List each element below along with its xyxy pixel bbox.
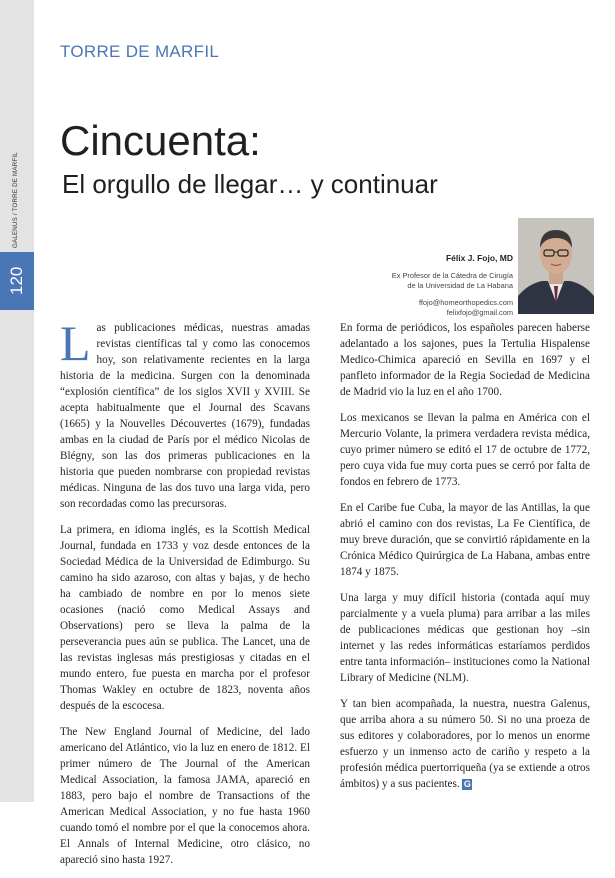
paragraph-7: Una larga y muy difícil historia (contada aquí muy parcialmente y a vuela pluma) para arribar a las miles de publicaciones médicas que gestionan hoy –sin internet y las redes informáticas estaríamos perdidos entre tanta información– instituciones como la National Library of Medicine (NLM). xyxy=(340,592,590,684)
article-subtitle: El orgullo de llegar… y continuar xyxy=(62,169,438,199)
paragraph-8: Y tan bien acompañada, la nuestra, nuestra Galenus, que arriba ahora a su número 50. Si no una proeza de sus editores y colaboradores, por lo menos un enorme esfuerzo y un inmenso acto de cariño y respeto a la profesión médica puertorriqueña (ya se extiende a otros ámbitos) y a sus pacientes. G xyxy=(340,698,590,790)
paragraph-6: En el Caribe fue Cuba, la mayor de las Antillas, la que abrió el camino con dos revistas, La Fe Científica, de muy breve duración, que se convirtió rápidamente en la Crónica Médico Quirúrgica de La Habana, ambas entre 1874 y 1875. xyxy=(340,502,590,578)
author-email-1[interactable]: ffojo@homeorthopedics.com xyxy=(418,298,513,307)
section-label: TORRE DE MARFIL xyxy=(60,42,220,61)
page-number: 120 xyxy=(7,266,26,296)
author-block xyxy=(392,253,513,318)
author-photo xyxy=(518,218,594,314)
end-mark-icon: G xyxy=(463,778,471,789)
author-affiliation xyxy=(392,271,513,291)
paragraph-1: Las publicaciones médicas, nuestras amadas revistas científicas tal y como las conocemos hoy, son relativamente recientes en la larga historia de la medicina. Surgen con la denominada “explosión científica” de los siglos XVII y XVIII. Se acepta habitualmente que el Journal des Scavans (1665) y la Nouvelles Découvertes (1679), fundadas ambas en la ciudad de París por el médico Nicolas de Blégny, son las dos primeras publicaciones en la historia que pueden nombrarse con propiedad revistas médicas. Ninguna de las dos tuvo una larga vida, pero son recordadas como las precursoras. xyxy=(60,315,310,510)
text-column-right xyxy=(340,320,590,802)
paragraph-4: En forma de periódicos, los españoles parecen haberse adelantado a los sajones, pues la Tertulia Hispalense Medico-Chimica apareció en Sevilla en 1697 y el panfleto informador de la Regia Sociedad de Medicina de Madrid vio la luz en el año 1700. xyxy=(340,322,590,398)
drop-cap: L xyxy=(60,315,91,371)
author-emails xyxy=(392,298,513,318)
author-portrait-icon xyxy=(518,218,594,314)
article-title: Cincuenta: xyxy=(60,117,261,164)
author-affiliation-line-1: Ex Profesor de la Cátedra de Cirugía xyxy=(391,271,513,280)
author-affiliation-line-2: de la Universidad de La Habana xyxy=(407,281,513,290)
left-margin-band xyxy=(0,0,34,802)
text-column-left xyxy=(60,315,310,878)
paragraph-2: La primera, en idioma inglés, es la Scottish Medical Journal, fundada en 1733 y voz desde entonces de la Sociedad Médica de la Universidad de Edimburgo. Su camino ha sido azaroso, con altas y bajas, y de hecho ha cambiado de nombre en por lo menos siete ocasiones (nació como Medical Assays and Observations) pero se lleva la palma de la perseverancia pues aún se publica. The Lancet, una de las revistas inglesas más prestigiosas y citadas en el mundo entero, fue puesta en marcha por el profesor Thomas Wakley en octubre de 1823, noventa años después de la escocesa. xyxy=(60,524,310,712)
paragraph-3: The New England Journal of Medicine, del lado americano del Atlántico, vio la luz en enero de 1812. El primer número de The Journal of the American Medical Association, la famosa JAMA, apareció en 1883, pero bajo el nombre de Transactions of the American Medical Association, y no fue hasta 1960 cuando tomó el nombre por el que la conocemos ahora. El Annals of Internal Medicine, otro clásico, no apareció sino hasta 1927. xyxy=(60,726,310,866)
paragraph-5: Los mexicanos se llevan la palma en América con el Mercurio Volante, la primera verdadera revista médica, cuyo primer número se editó el 17 de octubre de 1772, pero cuya vida fue muy corta pues se cerró por falta de fondos en febrero de 1773. xyxy=(340,412,590,488)
author-email-2[interactable]: felixfojo@gmail.com xyxy=(446,308,513,317)
running-head: GALENUS / TORRE DE MARFIL xyxy=(12,152,19,248)
author-name: Félix J. Fojo, MD xyxy=(445,253,513,263)
